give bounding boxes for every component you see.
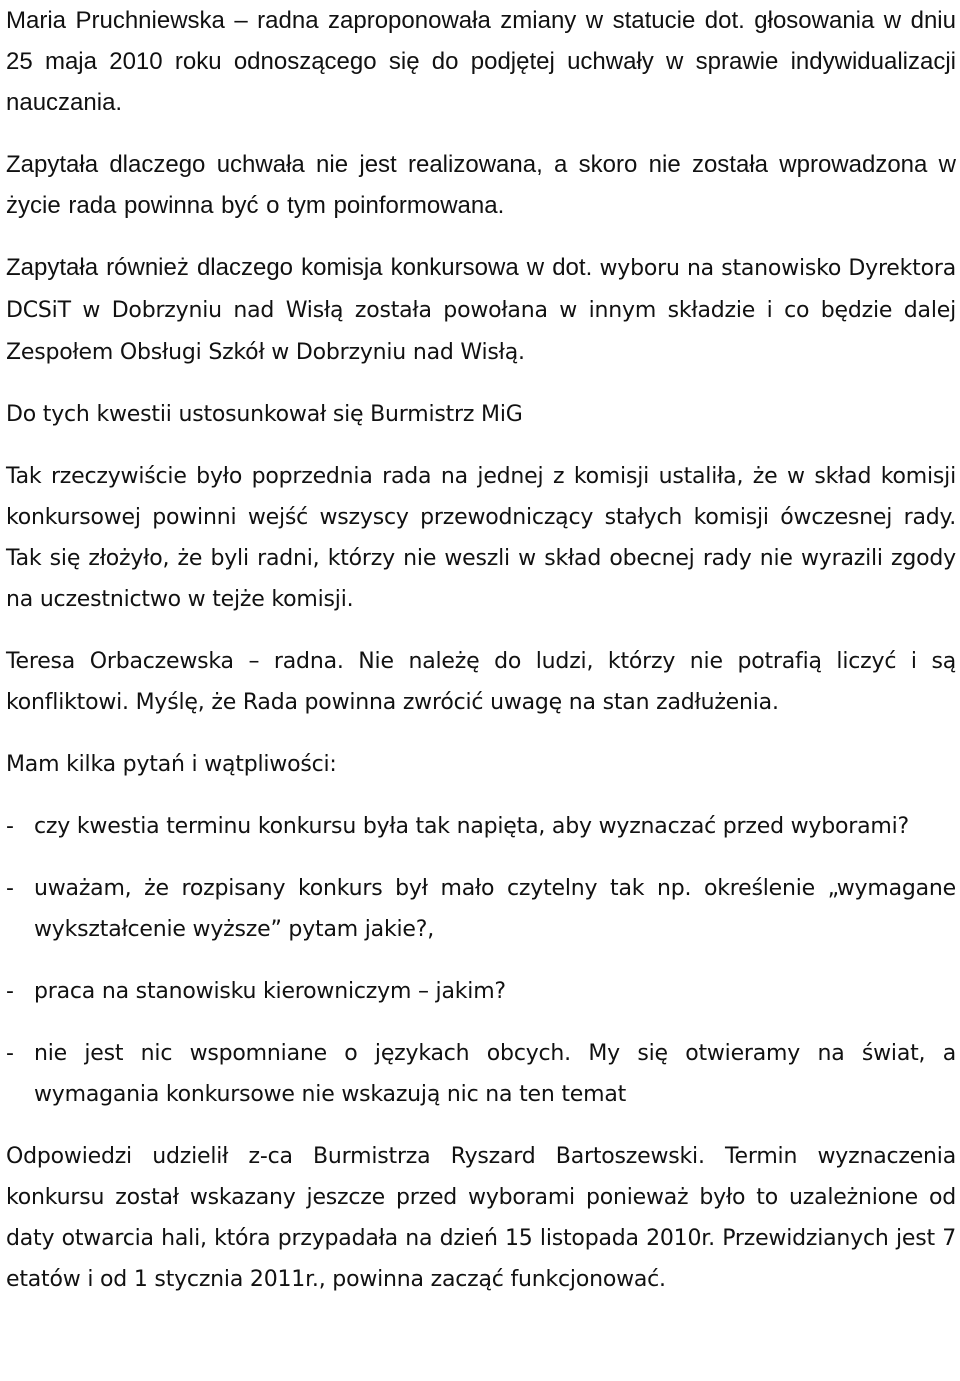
- paragraph-councillor-statement: Teresa Orbaczewska – radna. Nie należę do ludzi, którzy nie potrafią liczyć i są konfliktowi. Myślę, że Rada powinna zwrócić uwagę na stan zadłużenia.: [6, 649, 956, 715]
- list-item: [6, 806, 956, 847]
- list-dash: -: [6, 876, 14, 901]
- paragraph-motion: Maria Pruchniewska – radna zaproponowała zmiany w statucie dot. głosowania w dniu 25 maja 2010 roku odnoszącego się do podjętej uchwały w sprawie indywidualizacji nauczania.: [6, 7, 956, 116]
- list-item: [6, 971, 956, 1012]
- paragraph-question-resolution: Zapytała dlaczego uchwała nie jest realizowana, a skoro nie została wprowadzona w życie rada powinna być o tym poinformowana.: [6, 151, 956, 219]
- list-item: [6, 1033, 956, 1115]
- list-dash: -: [6, 814, 14, 839]
- paragraph-question-commission-part2: wyboru na stanowisko Dyrektora DCSiT w Dobrzyniu nad Wisłą została powołana w innym składzie i co będzie dalej Zespołem Obsługi Szkół w Dobrzyniu nad Wisłą.: [6, 256, 956, 365]
- paragraph-question-commission: [6, 247, 956, 373]
- list-item-text: czy kwestia terminu konkursu była tak napięta, aby wyznaczać przed wyborami?: [34, 814, 910, 839]
- paragraph-question-commission-part1: Zapytała również dlaczego komisja konkursowa w dot.: [6, 254, 593, 281]
- list-dash: -: [6, 979, 14, 1004]
- list-item-text: nie jest nic wspomniane o językach obcych. My się otwieramy na świat, a wymagania konkursowe nie wskazują nic na ten temat: [34, 1041, 956, 1107]
- list-item-text: praca na stanowisku kierowniczym – jakim?: [34, 979, 506, 1004]
- paragraph-questions-intro: Mam kilka pytań i wątpliwości:: [6, 752, 337, 777]
- list-item-text: uważam, że rozpisany konkurs był mało czytelny tak np. określenie „wymagane wykształcenie wyższe” pytam jakie?,: [34, 876, 956, 942]
- list-item: [6, 868, 956, 950]
- paragraph-mayor-response: Tak rzeczywiście było poprzednia rada na jednej z komisji ustaliła, że w skład komisji konkursowej powinni wejść wszyscy przewodniczący stałych komisji ówczesnej rady. Tak się złożyło, że byli radni, którzy nie weszli w skład obecnej rady nie wyrazili zgody na uczestnictwo w tejże komisji.: [6, 464, 956, 612]
- paragraph-deputy-mayor-answer: Odpowiedzi udzielił z-ca Burmistrza Ryszard Bartoszewski. Termin wyznaczenia konkursu został wskazany jeszcze przed wyborami ponieważ było to uzależnione od daty otwarcia hali, która przypadała na dzień 15 listopada 2010r. Przewidzianych jest 7 etatów i od 1 stycznia 2011r., powinna zacząć funkcjonować.: [6, 1144, 956, 1292]
- list-dash: -: [6, 1041, 14, 1066]
- paragraph-mayor-response-intro: Do tych kwestii ustosunkował się Burmistrz MiG: [6, 402, 523, 427]
